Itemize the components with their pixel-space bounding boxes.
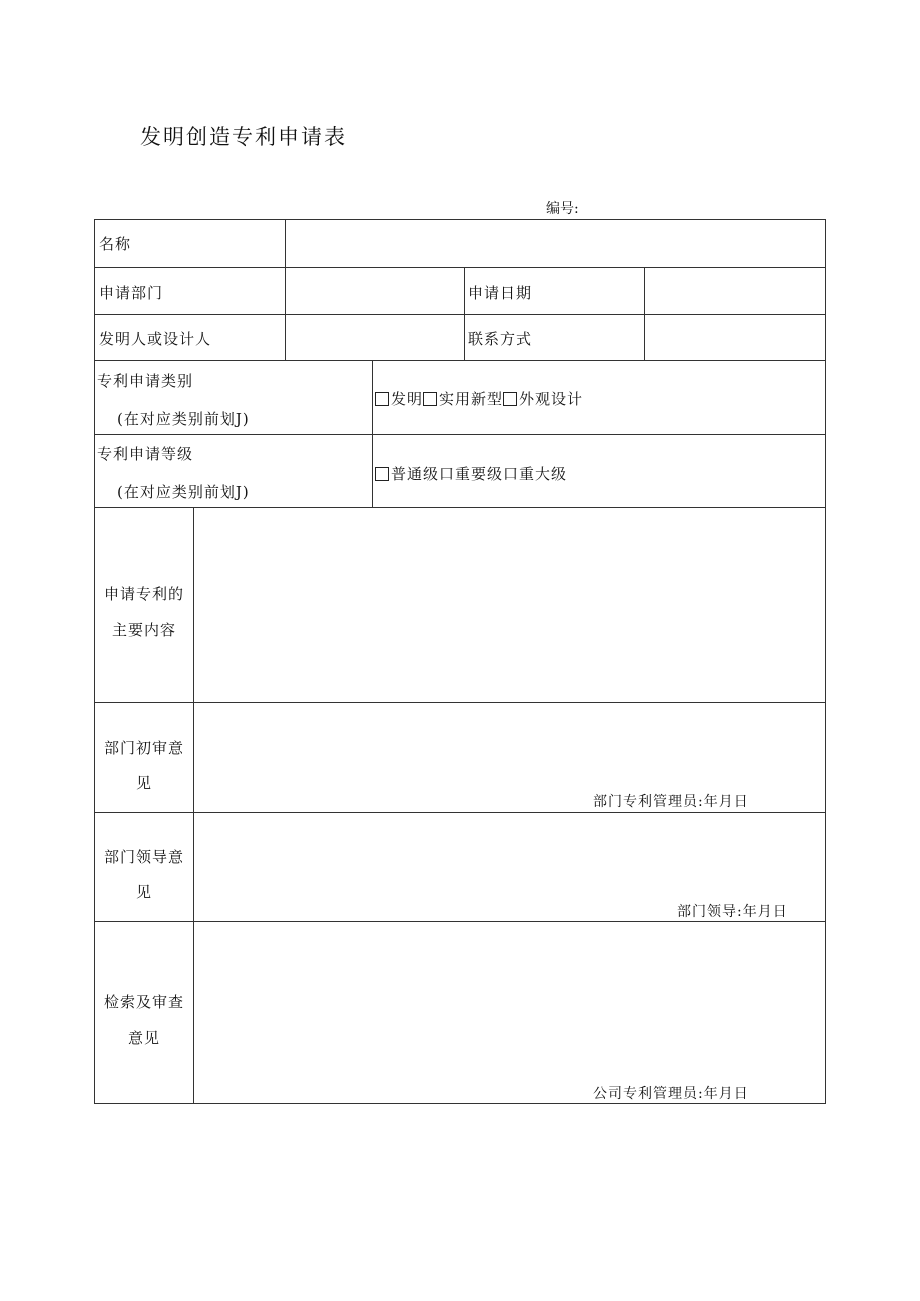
department-field[interactable] — [286, 268, 463, 313]
department-label: 申请部门 — [99, 284, 164, 302]
patent-category-label: 专利申请类别 — [97, 372, 194, 390]
invention-option-label: 发明 — [391, 390, 424, 408]
inventor-label: 发明人或设计人 — [99, 330, 212, 348]
leader-opinion-label-line2: 见 — [135, 883, 152, 901]
patent-category-hint: (在对应类别前划J) — [117, 410, 250, 428]
patent-level-hint: (在对应类别前划J) — [117, 483, 250, 501]
form-title: 发明创造专利申请表 — [140, 125, 347, 149]
utility-model-option-label: 实用新型 — [439, 390, 504, 408]
contact-field[interactable] — [645, 315, 824, 359]
normal-level-checkbox[interactable] — [375, 467, 389, 481]
main-content-label-line1: 申请专利的 — [103, 585, 184, 603]
design-option-label: 外观设计 — [519, 390, 584, 408]
department-review-signature: 部门专利管理员:年月日 — [593, 794, 749, 810]
design-checkbox[interactable] — [503, 392, 517, 406]
utility-model-checkbox[interactable] — [423, 392, 437, 406]
search-opinion-label-line2: 意见 — [127, 1029, 160, 1047]
invention-checkbox[interactable] — [375, 392, 389, 406]
main-content-label-line2: 主要内容 — [111, 621, 176, 639]
name-field[interactable] — [286, 221, 824, 266]
search-opinion-field[interactable] — [194, 922, 824, 1103]
search-opinion-label-line1: 检索及审查 — [103, 993, 184, 1011]
name-label: 名称 — [99, 235, 132, 253]
patent-level-label: 专利申请等级 — [97, 445, 194, 463]
serial-number-label: 编号: — [546, 201, 579, 217]
leader-signature: 部门领导:年月日 — [677, 904, 788, 920]
leader-opinion-label-line1: 部门领导意 — [103, 848, 184, 866]
patent-category-options — [375, 388, 583, 409]
application-date-field[interactable] — [645, 268, 824, 313]
search-signature: 公司专利管理员:年月日 — [593, 1086, 749, 1102]
level-options-text: 普通级口重要级口重大级 — [391, 465, 568, 483]
department-review-label-line1: 部门初审意 — [103, 739, 184, 757]
inventor-field[interactable] — [286, 315, 463, 359]
contact-label: 联系方式 — [468, 330, 533, 348]
patent-level-options — [375, 463, 567, 484]
main-content-field[interactable] — [194, 508, 824, 701]
patent-application-form — [94, 219, 826, 1104]
department-review-label-line2: 见 — [135, 774, 152, 792]
application-date-label: 申请日期 — [468, 284, 533, 302]
